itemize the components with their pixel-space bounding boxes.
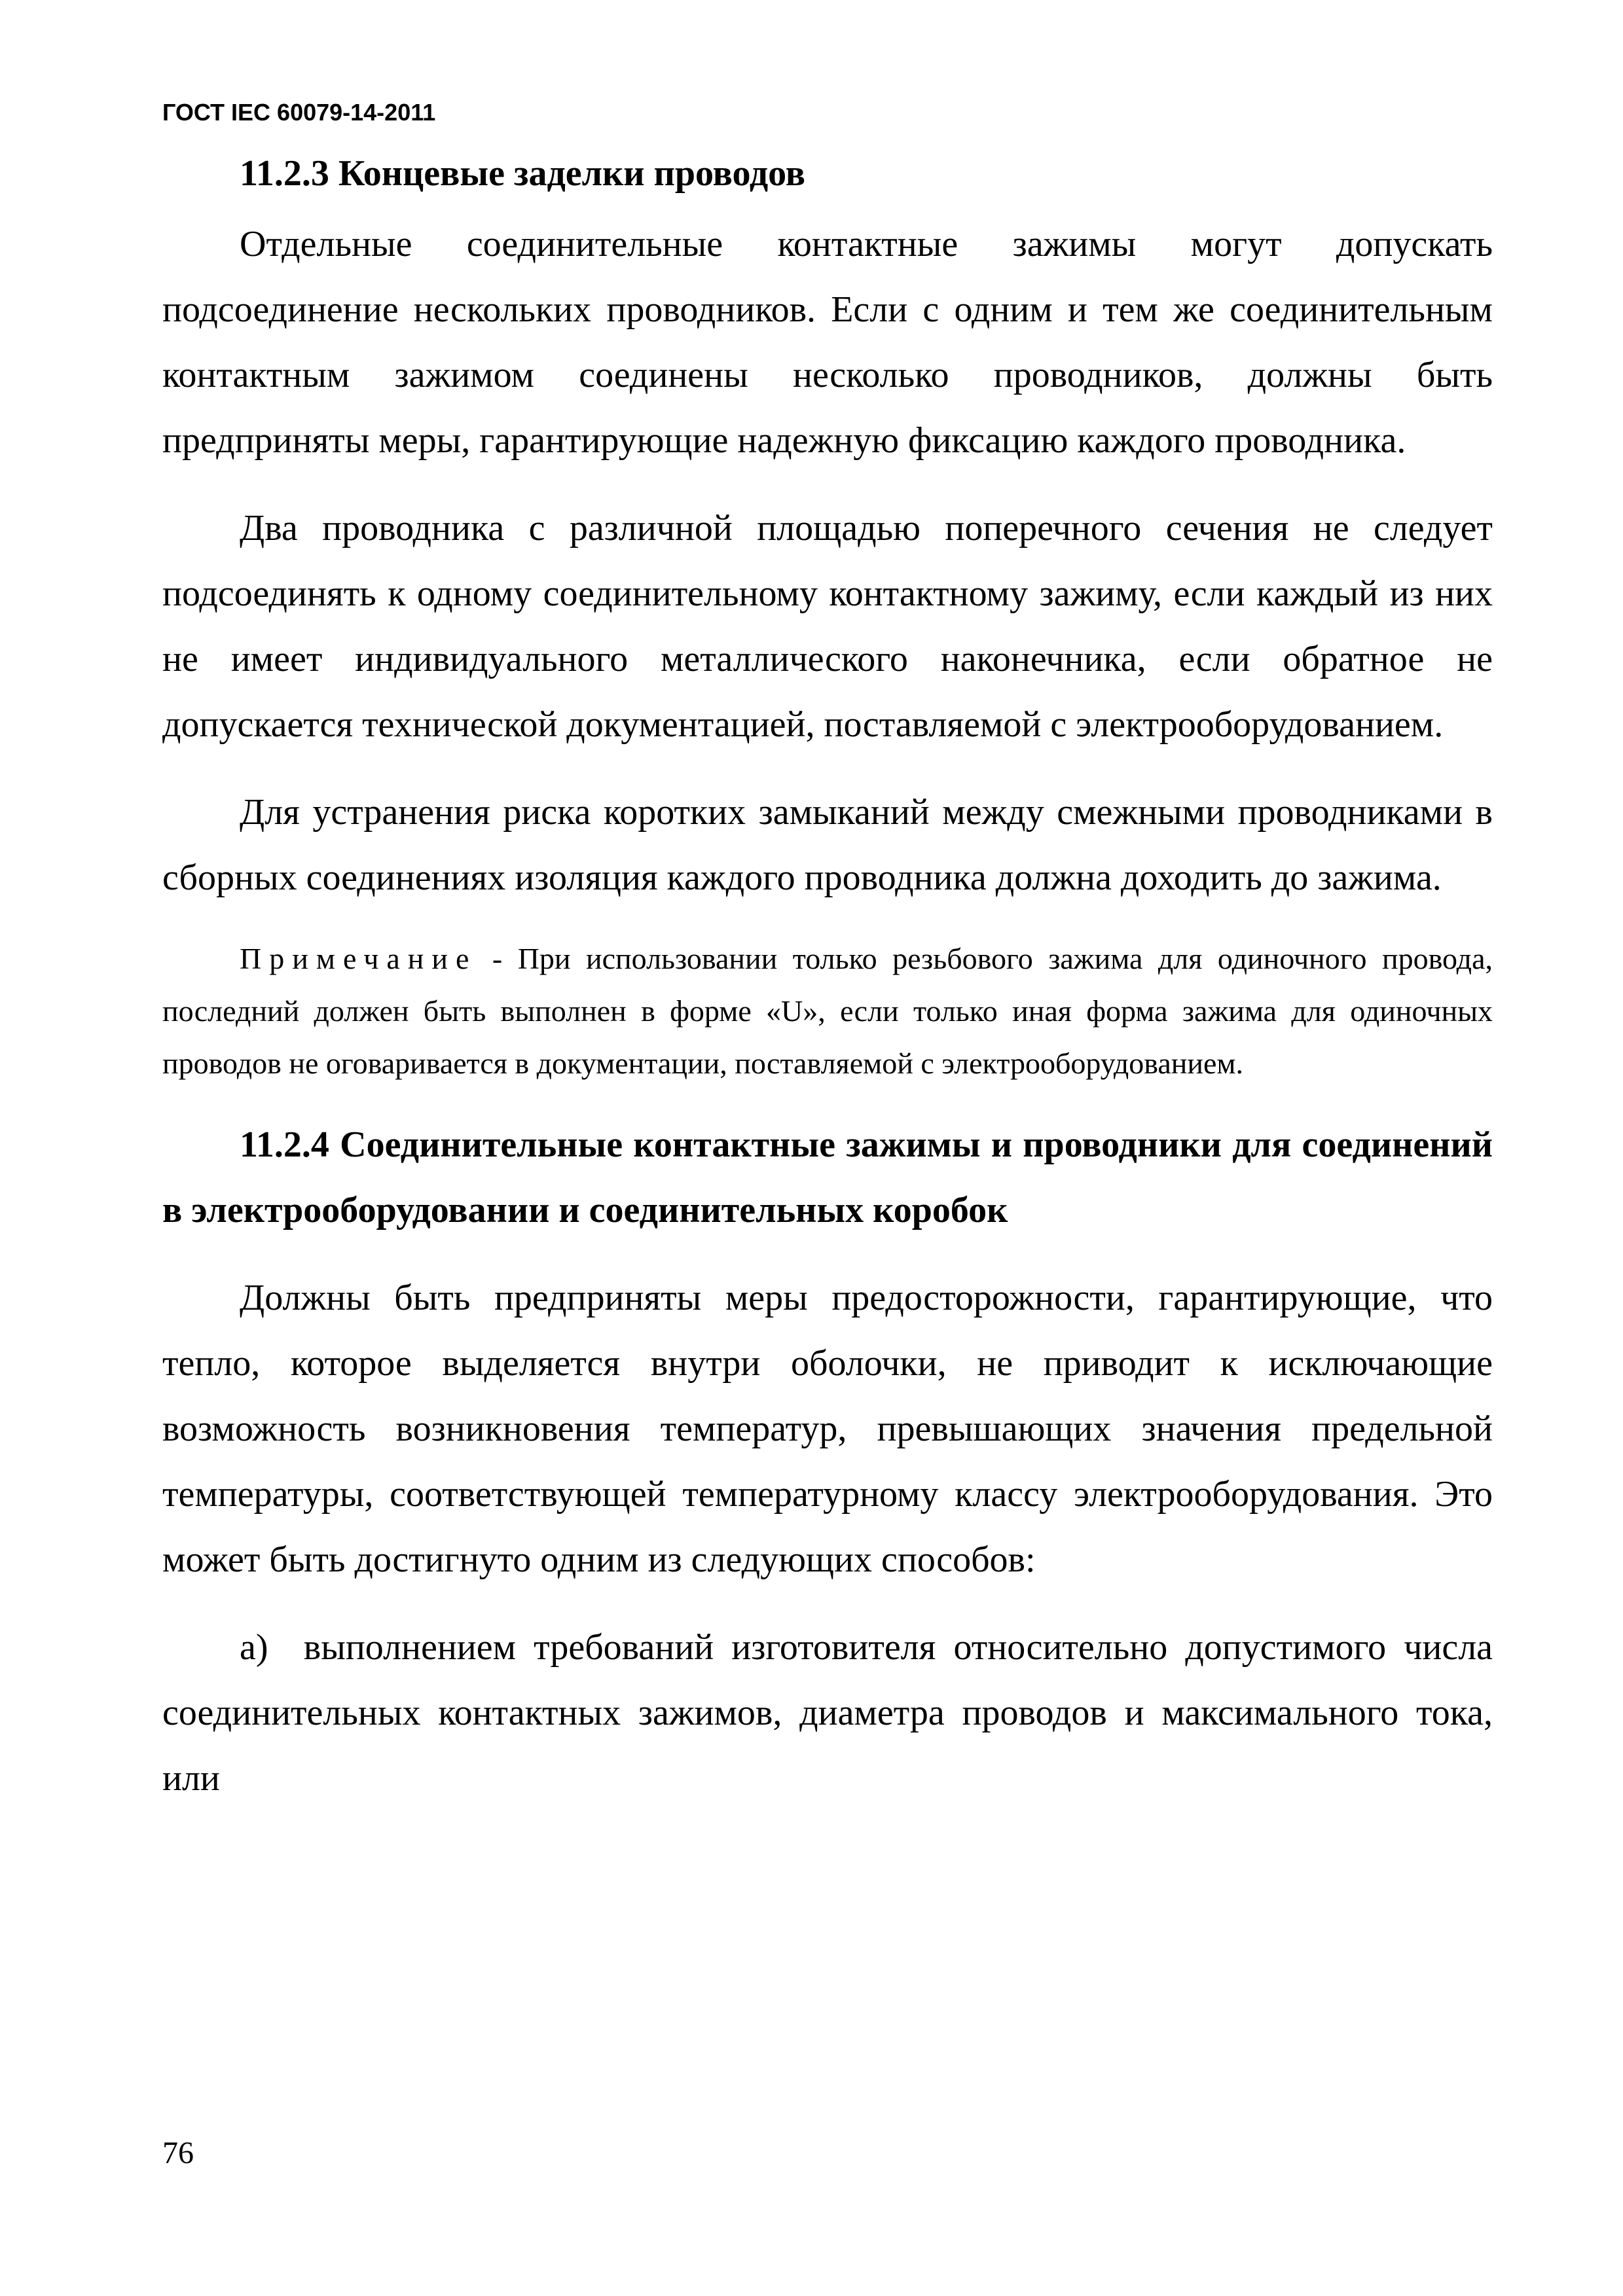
note xyxy=(162,933,1493,1090)
document-header: ГОСТ IEC 60079-14-2011 xyxy=(162,99,436,126)
list-item-text: выполнением требований изготовителя относительно допустимого числа соединительных контактных зажимов, диаметра проводов и максимального тока, или xyxy=(162,1627,1493,1799)
note-text: При использовании только резьбового зажима для одиночного провода, последний должен быть выполнен в форме «U», если только иная форма зажима для одиночных проводов не оговаривается в документации, поставляемой с электрооборудованием. xyxy=(162,942,1493,1080)
page-number: 76 xyxy=(162,2136,194,2170)
paragraph: Отдельные соединительные контактные зажимы могут допускать подсоединение нескольких проводников. Если с одним и тем же соединительным контактным зажимом соединены несколько проводников, должны быть предприняты меры, гарантирующие надежную фиксацию каждого проводника. xyxy=(162,224,1493,461)
section-heading-11-2-3: 11.2.3 Концевые заделки проводов xyxy=(240,153,806,194)
list-marker: а) xyxy=(240,1627,268,1668)
note-dash: - xyxy=(477,942,518,975)
section-heading-11-2-4: 11.2.4 Соединительные контактные зажимы и проводники для соединений в электрооборудовании и соединительных коробок xyxy=(162,1124,1493,1230)
list-item xyxy=(162,1615,1493,1811)
page-content xyxy=(162,141,1493,1833)
paragraph: Два проводника с различной площадью поперечного сечения не следует подсоединять к одному соединительному контактному зажиму, если каждый из них не имеет индивидуального металлического наконечника, если обратное не допускается технической документацией, поставляемой с электрооборудованием. xyxy=(162,508,1493,745)
paragraph: Для устранения риска коротких замыканий между смежными проводниками в сборных соединениях изоляция каждого проводника должна доходить до зажима. xyxy=(162,792,1493,898)
note-label: Примечание xyxy=(240,942,477,975)
paragraph: Должны быть предприняты меры предосторожности, гарантирующие, что тепло, которое выделяется внутри оболочки, не приводит к исключающие возможность возникновения температур, превышающих значения предельной температуры, соответствующей температурному классу электрооборудования. Это может быть достигнуто одним из следующих способов: xyxy=(162,1278,1493,1580)
